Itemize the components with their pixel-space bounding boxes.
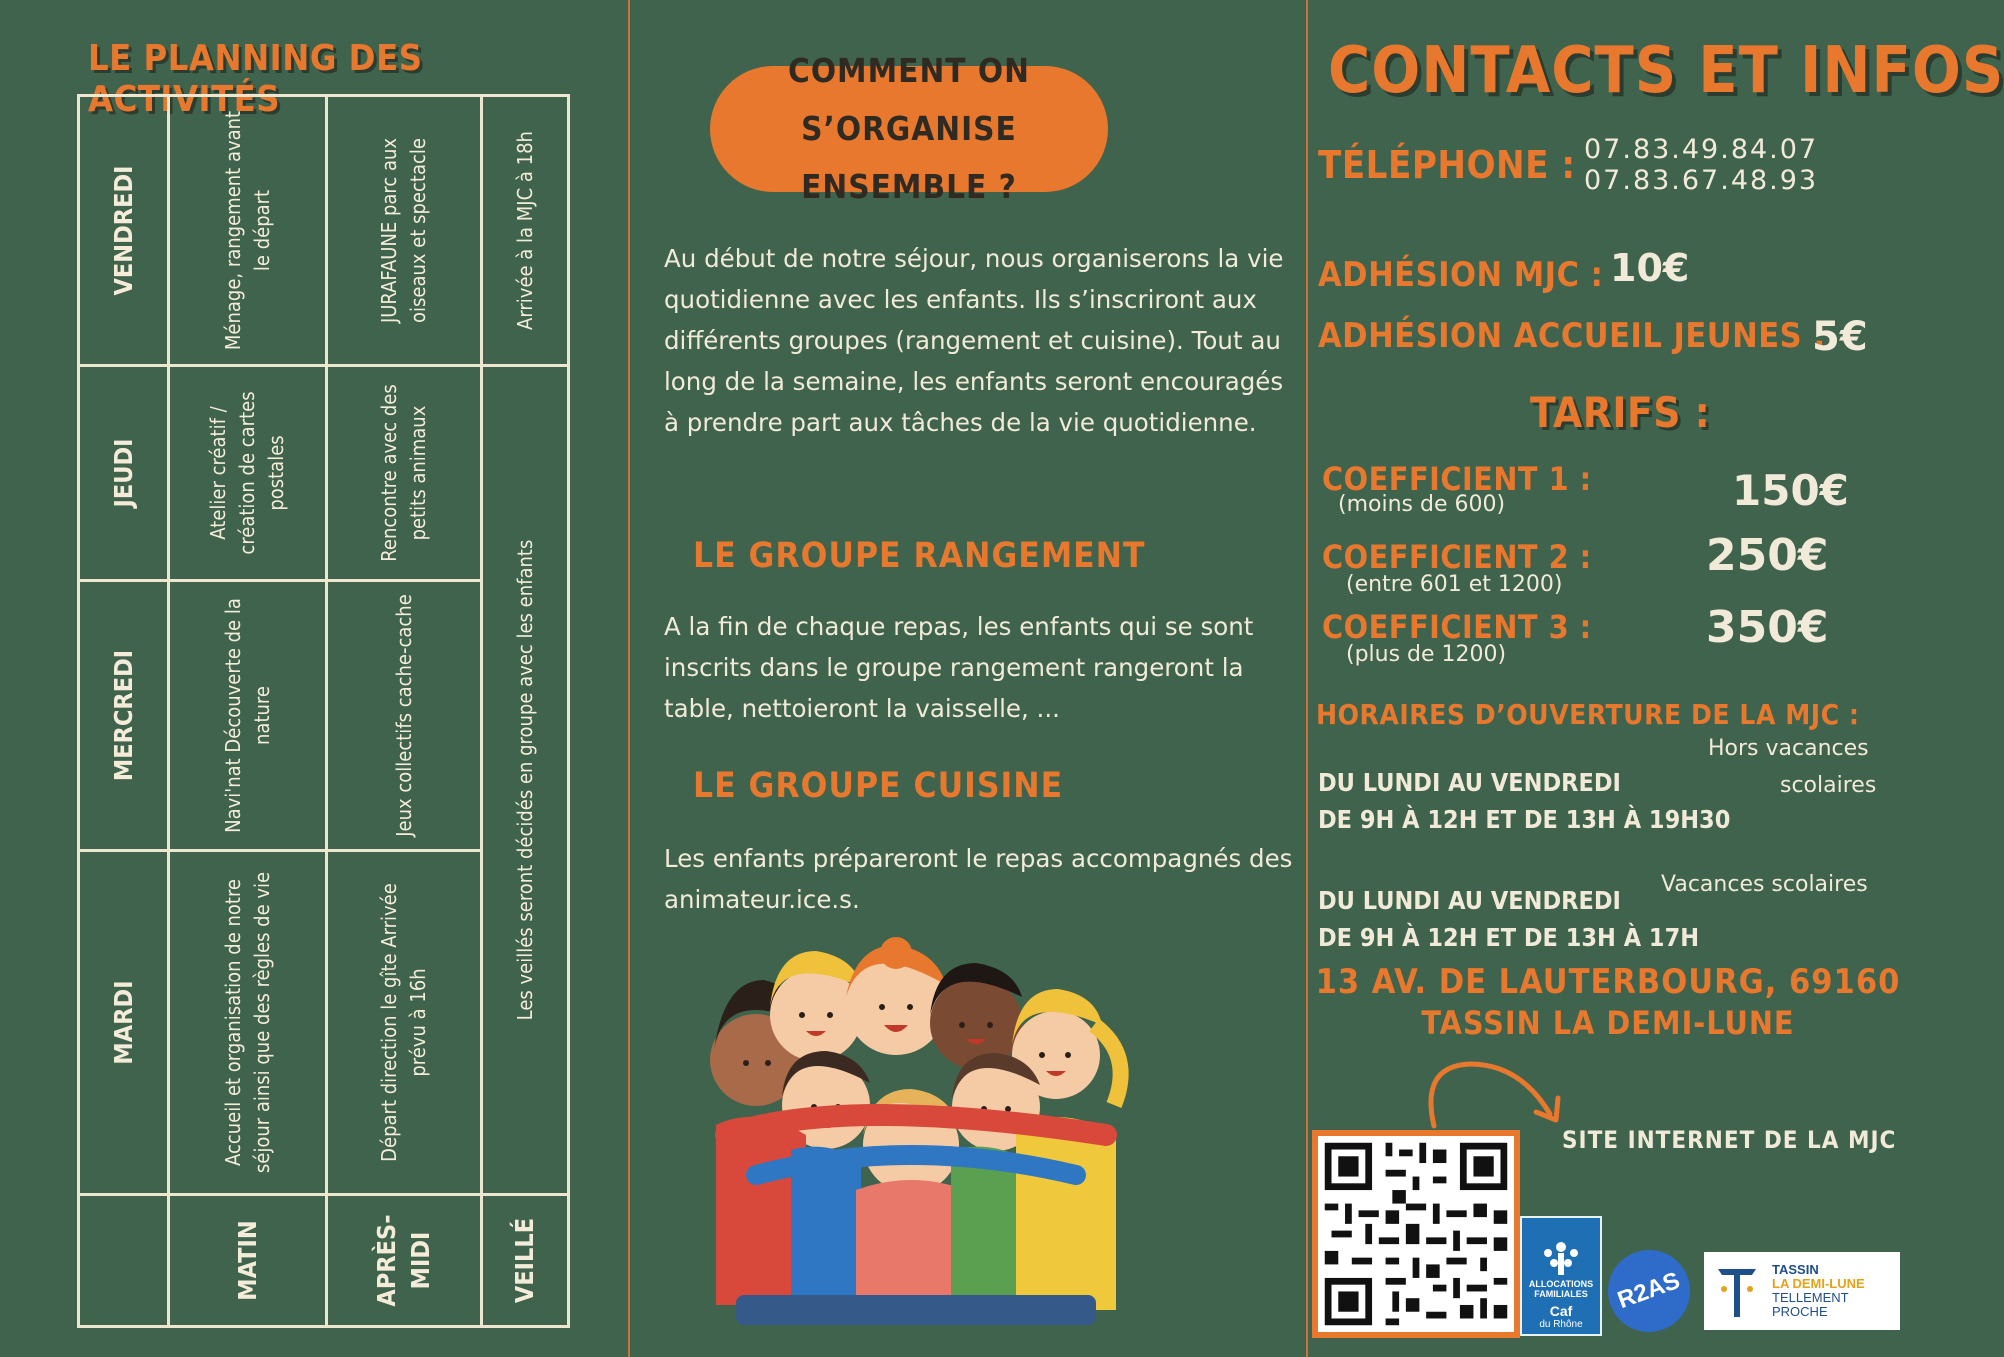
- cuisine-heading: LE GROUPE CUISINE: [693, 766, 1064, 806]
- caf-name: Caf: [1549, 1303, 1573, 1319]
- adhesion-mjc-value: 10€: [1610, 246, 1690, 290]
- cell-mercredi-matin: Navi'nat Découverte de la nature: [169, 581, 327, 851]
- caf-line-1: ALLOCATIONS: [1528, 1279, 1594, 1289]
- cell-jeudi-apres-midi: Rencontre avec des petits animaux: [327, 366, 482, 581]
- adhesion-accueil-label: ADHÉSION ACCUEIL JEUNES :: [1318, 316, 1827, 356]
- tassin-line-2: LA DEMI-LUNE: [1772, 1276, 1865, 1291]
- cell-vendredi-veille: Arrivée à la MJC à 18h: [482, 96, 569, 366]
- hors-vacances-label-2: scolaires: [1780, 773, 1877, 798]
- tarif-3-note: (plus de 1200): [1346, 642, 1507, 667]
- rangement-text: A la fin de chaque repas, les enfants qui se sont inscrits dans le groupe rangement rangeront la table, nettoieront la vaisselle, ...: [664, 612, 1254, 723]
- adhesion-accueil-value: 5€: [1812, 314, 1868, 360]
- schedule-table-wrapper: [77, 97, 567, 1328]
- tassin-line-4: PROCHE: [1772, 1304, 1828, 1319]
- planning-panel: [0, 0, 628, 1357]
- children-group-hug-illustration: [696, 935, 1136, 1330]
- tarif-1-price: 150€: [1732, 466, 1849, 515]
- phone-number-1: 07.83.49.84.07: [1584, 134, 1819, 165]
- cell-mardi-matin: Accueil et organisation de notre séjour ainsi que des règles de vie: [169, 851, 327, 1195]
- hors-vacances-hours: DE 9H À 12H ET DE 13H À 19H30: [1318, 805, 1731, 834]
- address-line-1: 13 AV. DE LAUTERBOURG, 69160: [1315, 962, 1901, 1002]
- tarif-3-price: 350€: [1706, 602, 1829, 653]
- cell-veille-shared: Les veillés seront décidés en groupe avec les enfants: [482, 366, 569, 1195]
- table-corner: [79, 1195, 169, 1327]
- website-qr-code[interactable]: [1312, 1130, 1520, 1338]
- caf-logo: [1520, 1216, 1602, 1336]
- r2as-logo: R2AS: [1596, 1238, 1701, 1343]
- phone-label: TÉLÉPHONE :: [1318, 143, 1576, 187]
- tarif-2-label: COEFFICIENT 2 :: [1322, 538, 1592, 576]
- organisation-intro-text: Au début de notre séjour, nous organiserons la vie quotidienne avec les enfants. Ils s’inscriront aux différents groupes (rangement et cuisine). Tout au long de la semaine, les enfants seront encouragés à prendre part aux tâches de la vie quotidienne.: [664, 244, 1284, 437]
- contacts-title: CONTACTS ET INFOS: [1328, 34, 2004, 108]
- row-header-apres-midi: APRÈS-MIDI: [327, 1195, 482, 1327]
- rangement-heading: LE GROUPE RANGEMENT: [693, 536, 1146, 576]
- tassin-emblem-icon: [1712, 1259, 1762, 1323]
- vacances-hours: DE 9H À 12H ET DE 13H À 17H: [1318, 923, 1700, 952]
- caf-region: du Rhône: [1539, 1319, 1583, 1330]
- tassin-line-1: TASSIN: [1772, 1262, 1819, 1277]
- address-line-2: TASSIN LA DEMI-LUNE: [1421, 1004, 1795, 1042]
- caf-people-icon: [1536, 1239, 1586, 1279]
- cell-jeudi-matin: Atelier créatif / création de cartes postales: [169, 366, 327, 581]
- cell-mardi-apres-midi: Départ direction le gîte Arrivée prévu à 16h: [327, 851, 482, 1195]
- organisation-panel: [630, 0, 1306, 1357]
- adhesion-mjc-label: ADHÉSION MJC :: [1318, 255, 1604, 295]
- day-header-jeudi: JEUDI: [79, 366, 169, 581]
- website-label: SITE INTERNET DE LA MJC: [1562, 1126, 1897, 1154]
- cell-vendredi-apres-midi: JURAFAUNE parc aux oiseaux et spectacle: [327, 96, 482, 366]
- cell-vendredi-matin: Ménage, rangement avant le départ: [169, 96, 327, 366]
- tarif-3-label: COEFFICIENT 3 :: [1322, 608, 1592, 646]
- cuisine-text: Les enfants prépareront le repas accompagnés des animateur.ice.s.: [664, 844, 1293, 914]
- hors-vacances-label-1: Hors vacances: [1708, 736, 1869, 761]
- planning-title: LE PLANNING DES ACTIVITÉS: [88, 38, 423, 120]
- day-header-mercredi: MERCREDI: [79, 581, 169, 851]
- caf-line-2: FAMILIALES: [1534, 1289, 1588, 1299]
- vacances-days: DU LUNDI AU VENDREDI: [1318, 886, 1621, 915]
- day-header-mardi: MARDI: [79, 851, 169, 1195]
- row-header-veille: VEILLÉ: [482, 1195, 569, 1327]
- horaires-title: HORAIRES D’OUVERTURE DE LA MJC :: [1316, 698, 1860, 731]
- tarif-1-label: COEFFICIENT 1 :: [1322, 460, 1592, 498]
- phone-number-2: 07.83.67.48.93: [1584, 165, 1819, 196]
- tarif-2-note: (entre 601 et 1200): [1346, 572, 1563, 597]
- tarifs-title: TARIFS :: [1530, 388, 1711, 437]
- schedule-table: [77, 97, 567, 1328]
- day-header-vendredi: VENDREDI: [79, 96, 169, 366]
- tarif-2-price: 250€: [1706, 530, 1829, 581]
- cell-mercredi-apres-midi: Jeux collectifs cache-cache: [327, 581, 482, 851]
- curved-arrow-icon: [1420, 1056, 1580, 1136]
- tassin-logo: [1704, 1252, 1900, 1330]
- tarif-1-note: (moins de 600): [1338, 492, 1506, 517]
- tassin-line-3: TELLEMENT: [1772, 1290, 1849, 1305]
- row-header-matin: MATIN: [169, 1195, 327, 1327]
- organisation-title-pill: COMMENT ON S’ORGANISE ENSEMBLE ?: [710, 66, 1108, 192]
- qr-code-icon: [1318, 1136, 1514, 1332]
- hors-vacances-days: DU LUNDI AU VENDREDI: [1318, 768, 1621, 797]
- vacances-label: Vacances scolaires: [1661, 872, 1868, 897]
- contacts-panel: [1308, 0, 2004, 1357]
